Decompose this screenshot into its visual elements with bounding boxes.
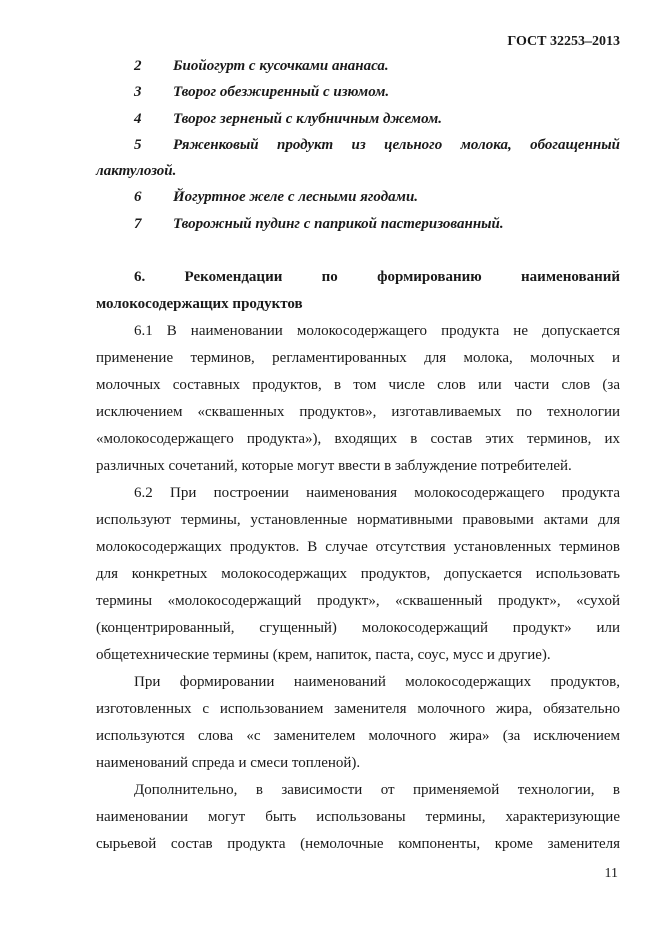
list-item-number: 3 <box>134 84 142 101</box>
list-item-number: 5 <box>134 136 142 153</box>
paragraph-line: используют термины, установленные нормативными правовыми актами для <box>96 512 620 528</box>
paragraph-line: 6.1 В наименовании молокосодержащего продукта не допускается <box>134 323 620 339</box>
page-number: 11 <box>604 866 618 881</box>
list-item-text: Творог зерненый с клубничным джемом. <box>173 110 443 127</box>
document-id-header: ГОСТ 32253–2013 <box>507 34 620 49</box>
list-item-number: 4 <box>134 110 142 127</box>
list-item-text: Творог обезжиренный с изюмом. <box>173 84 390 101</box>
paragraph-line: «молокосодержащего продукта»), входящих в состав этих терминов, их <box>96 431 620 447</box>
list-item-text: Биойогурт с кусочками ананаса. <box>173 58 389 74</box>
paragraph-line: (концентрированный, сгущенный) молокосодержащий продукт» или <box>96 620 620 636</box>
paragraph-line: термины «молокосодержащий продукт», «сквашенный продукт», «сухой <box>96 593 620 609</box>
paragraph-line: общетехнические термины (крем, напиток, паста, соус, мусс и другие). <box>96 647 551 663</box>
section-heading: молокосодержащих продуктов <box>96 296 303 312</box>
paragraph-line: изготовленных с использованием заменителя молочного жира, обязательно <box>96 701 620 717</box>
paragraph-line: применение терминов, регламентированных для молока, молочных и <box>96 350 620 366</box>
paragraph-line: используются слова «с заменителем молочного жира» (за исключением <box>96 728 620 744</box>
paragraph-line: молокосодержащих продуктов. В случае отсутствия установленных терминов <box>96 539 620 555</box>
list-item-number: 7 <box>134 215 142 232</box>
paragraph-line: различных сочетаний, которые могут ввести в заблуждение потребителей. <box>96 458 572 474</box>
paragraph-line: 6.2 При построении наименования молокосодержащего продукта <box>134 485 620 501</box>
list-item-text: Ряженковый продукт из цельного молока, обогащенный <box>173 136 620 153</box>
list-item-number: 6 <box>134 189 142 206</box>
paragraph-line: для конкретных молокосодержащих продуктов, допускается использовать <box>96 566 620 582</box>
section-heading: 6. Рекомендации по формированию наименований <box>134 269 620 285</box>
paragraph-line: При формировании наименований молокосодержащих продуктов, <box>134 674 620 690</box>
list-item-text: Творожный пудинг с паприкой пастеризованный. <box>173 215 504 232</box>
paragraph-line: наименований спреда и смеси топленой). <box>96 755 361 771</box>
paragraph-line: сырьевой состав продукта (немолочные компоненты, кроме заменителя <box>96 836 620 852</box>
paragraph-line: молочных составных продуктов, в том числе слов или части слов (за <box>96 377 620 393</box>
paragraph-line: исключением «сквашенных продуктов», изготавливаемых по технологии <box>96 404 620 420</box>
list-item-number: 2 <box>134 58 142 74</box>
list-item-text: лактулозой. <box>96 162 177 179</box>
paragraph-line: наименовании могут быть использованы термины, характеризующие <box>96 809 620 825</box>
paragraph-line: Дополнительно, в зависимости от применяемой технологии, в <box>134 782 620 798</box>
list-item-text: Йогуртное желе с лесными ягодами. <box>173 189 419 206</box>
